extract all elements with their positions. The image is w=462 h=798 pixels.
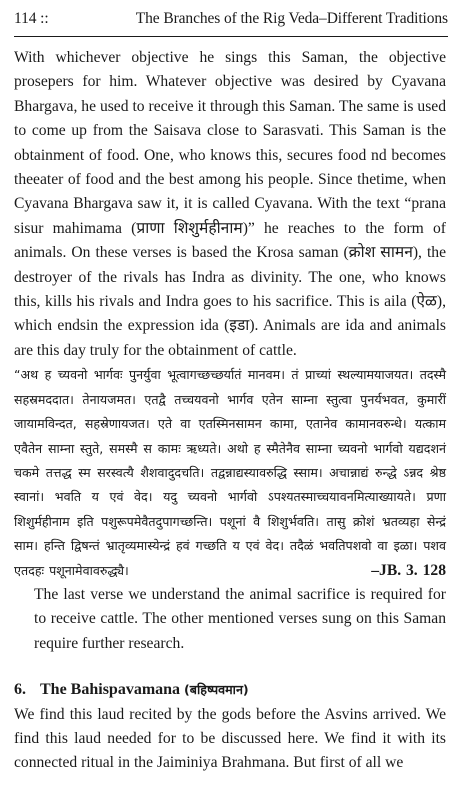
section-number: 6. (14, 681, 26, 699)
section-heading (14, 678, 446, 702)
running-title: The Branches of the Rig Veda–Different Traditions (135, 10, 448, 27)
running-header (14, 10, 448, 36)
paragraph-1: With whichever objective he sings this Saman, the objective prosepers for him. Whatever objective was desired by Cyavana Bhargava, he used to receive it through this Saman. The same is used to come up from the Saisava close to Sarasvati. This Saman is the obtainment of food. One, who knows this, secures food nd becomes theeater of food and the best among his people. Since thetime, when Cyavana Bhargava saw it, it is called Cyavana. With the text “prana sisur mahimama (प्राणा शिशुर्महीनाम)” he reaches to the form of animals. On these verses is based the Krosa saman (क्रोश सामन), the destroyer of the rivals has Indra as divinity. The one, who knows this, kills his rivals and Indra goes to his sacrifice. This is aila (ऐळ), which endsin the expression ida (इडा). Animals are ida and animals are this day truly for the obtainment of cattle. (14, 49, 446, 359)
citation: –JB. 3. 128 (371, 561, 446, 579)
sanskrit-quote-text: “अथ ह च्यवनो भार्गवः पुनर्युवा भूत्वागच्छच्छर्यातं मानवम। तं प्राच्यां स्थल्यामयाजयत। तदस्मै सहस्रमददात। तेनायजमत। एतद्वै तच्चयवनो भार्गव एतेन साम्ना स्तुत्वा पुनर्यभवत, कुमारीं जायामविन्दत, सहस्रेणायजत। एते वा एतस्मिनसामन कामा, एतानेव कामानवरुन्धे। यत्काम एवैतेन साम्ना स्तुते, समस्मै स कामः ऋध्यते। अथो ह स्मैतेनैव साम्ना च्यवनो भार्गवो यद्यदशनं चकमे तत्तद्ध स्म सरस्वत्यै शैशवादुदचति। तद्वन्नाद्यस्यावरुद्धि स्साम। अचान्नाद्यं रुन्द्धे ऽन्नद श्रेष्ठ स्वानां। भवति य एवं वेद। यदु च्यवनो भार्गवो ऽपश्यतस्माच्चयावनमित्याख्यायते। प्रणा शिशुर्महीनाम इति पशुरूपमेवैतदुपागच्छन्ति। पशूनां वै शिशुर्भवति। तासु क्रोशं भ्रतव्यहा सेन्द्रं साम। हन्ति द्विषन्तं भ्रातृव्यमास्येन्द्रं हवं गच्छति य एवं वेद। तदैळं भवतिपशवो वा इळा। पशव एतदहः पशूनामेवावरुद्ध्यै। (14, 367, 446, 578)
page-number: 114 :: (14, 10, 49, 27)
page-body (14, 46, 446, 776)
section-title-devanagari: (बहिष्पवमान) (184, 682, 249, 698)
section-title: The Bahispavamana (40, 681, 181, 699)
header-rule (14, 36, 448, 37)
paragraph-2: The last verse we understand the animal sacrifice is required for to receive cattle. The other mentioned verses sung on this Saman require further research. (34, 585, 446, 652)
sanskrit-quote (14, 363, 446, 583)
paragraph-3: We find this laud recited by the gods before the Asvins arrived. We find this laud needed for to be discussed here. We find it with its connected ritual in the Jaiminiya Brahmana. But first of all we (14, 705, 446, 772)
